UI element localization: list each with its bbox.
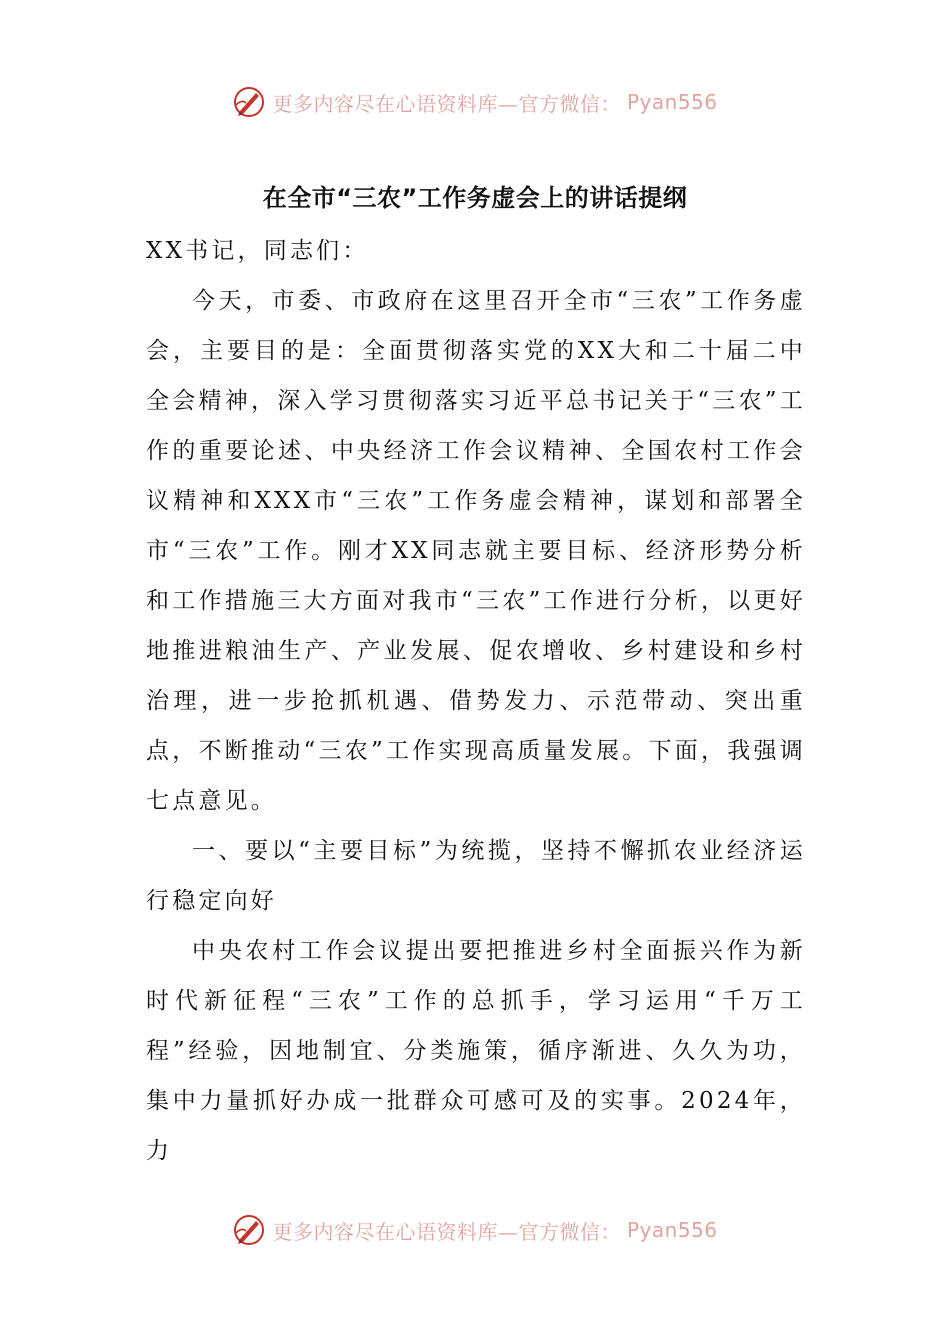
header-watermark [0, 82, 950, 122]
pen-circle-icon [232, 1213, 266, 1247]
paragraph-intro: 今天，市委、市政府在这里召开全市“三农”工作务虚会，主要目的是：全面贯彻落实党的XX大和二十届二中全会精神，深入学习贯彻落实习近平总书记关于“三农”工作的重要论述、中央经济工作会议精神、全国农村工作会议精神和XXX市“三农”工作务虚会精神，谋划和部署全市“三农”工作。刚才XX同志就主要目标、经济形势分析和工作措施三大方面对我市“三农”工作进行分析，以更好地推进粮油生产、产业发展、促农增收、乡村建设和乡村治理，进一步抢抓机遇、借势发力、示范带动、突出重点，不断推动“三农”工作实现高质量发展。下面，我强调七点意见。 [146, 288, 806, 814]
paragraph-section-1: 中央农村工作会议提出要把推进乡村全面振兴作为新时代新征程“三农”工作的总抓手，学习运用“千万工程”经验，因地制宜、分类施策，循序渐进、久久为功，集中力量抓好办成一批群众可感可及的实事。2024年，力 [146, 938, 806, 1164]
salutation: XX书记，同志们： [146, 238, 369, 264]
watermark-wechat-id: Pyan556 [626, 1218, 718, 1242]
watermark-text: 更多内容尽在心语资料库—官方微信： [272, 91, 621, 116]
section-heading-1: 一、要以“主要目标”为统揽，坚持不懈抓农业经济运行稳定向好 [146, 838, 806, 914]
footer-watermark [0, 1210, 950, 1250]
watermark-wechat-id: Pyan556 [626, 90, 718, 114]
pen-circle-icon [232, 85, 266, 119]
document-title: 在全市“三农”工作务虚会上的讲话提纲 [262, 184, 688, 212]
watermark-text: 更多内容尽在心语资料库—官方微信： [272, 1219, 621, 1244]
document-body [146, 226, 806, 1176]
